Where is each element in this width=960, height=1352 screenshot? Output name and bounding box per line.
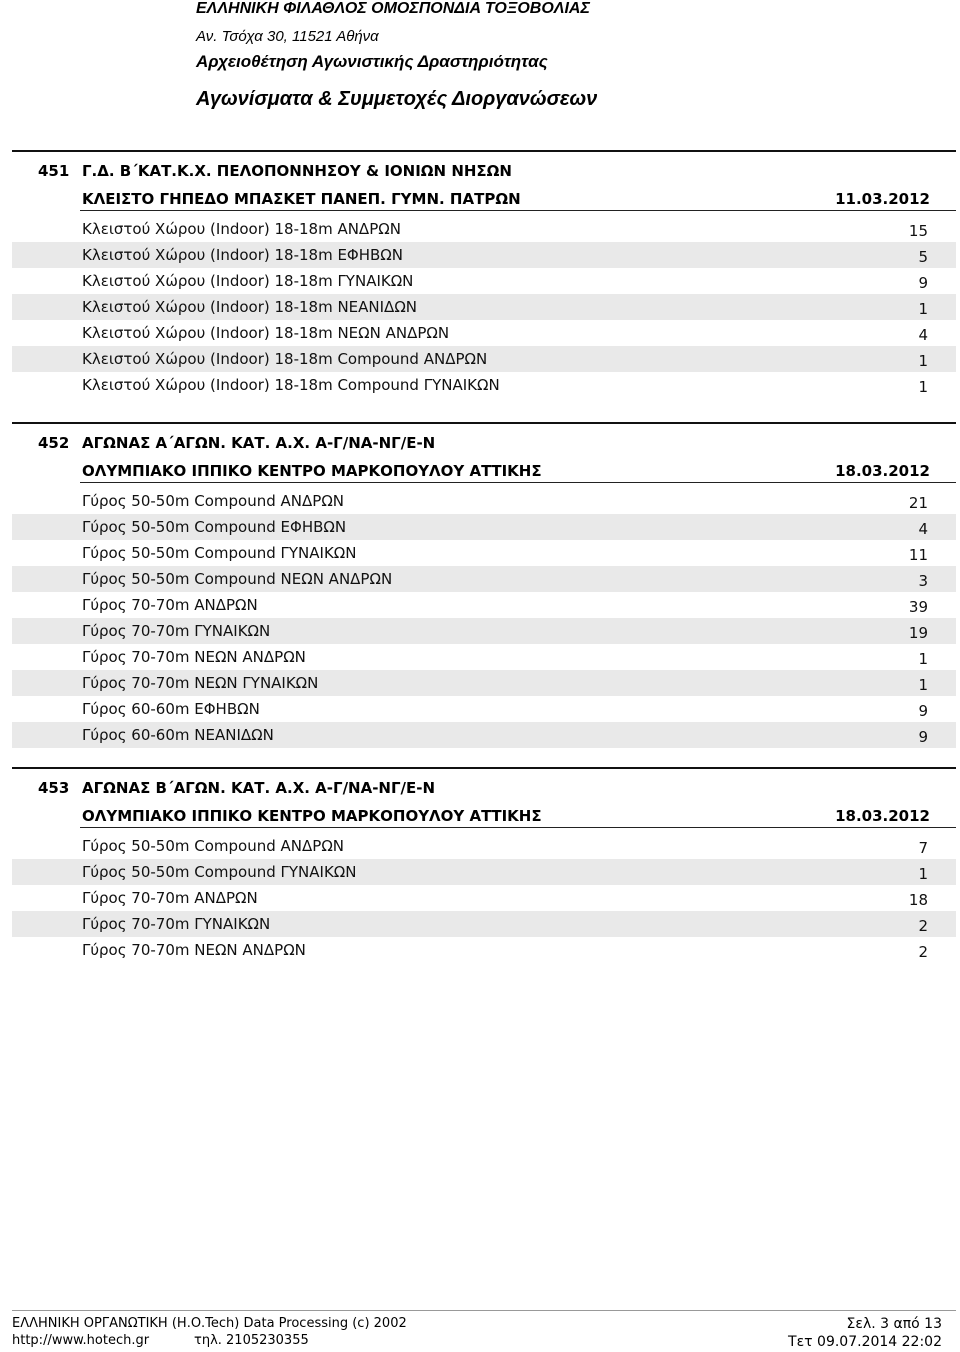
federation-name: ΕΛΛΗΝΙΚΗ ΦΙΛΑΘΛΟΣ ΟΜΟΣΠΟΝΔΙΑ ΤΟΞΟΒΟΛΙΑΣ [196,0,590,17]
participant-count: 18 [908,891,928,909]
event-venue: ΚΛΕΙΣΤΟ ΓΗΠΕΔΟ ΜΠΑΣΚΕΤ ΠΑΝΕΠ. ΓΥΜΝ. ΠΑΤΡΩΝ [82,190,521,208]
discipline-row [12,911,956,937]
event-venue: ΟΛΥΜΠΙΑΚΟ ΙΠΠΙΚΟ ΚΕΝΤΡΟ ΜΑΡΚΟΠΟΥΛΟΥ ΑΤΤΙΚΗΣ [82,462,542,480]
discipline-row [12,268,956,294]
print-timestamp: Τετ 09.07.2014 22:02 [788,1334,942,1350]
discipline-row [12,859,956,885]
discipline-label: Κλειστού Χώρου (Indoor) 18-18m ΝΕΑΝΙΔΩΝ [82,298,418,316]
event-separator [12,150,956,152]
participant-count: 4 [918,326,928,344]
discipline-label: Κλειστού Χώρου (Indoor) 18-18m ΓΥΝΑΙΚΩΝ [82,272,414,290]
participant-count: 11 [908,546,928,564]
participant-count: 1 [918,300,928,318]
archive-subtitle: Αρχειοθέτηση Αγωνιστικής Δραστηριότητας [196,52,548,71]
discipline-label: Γύρος 60-60m ΕΦΗΒΩΝ [82,700,260,718]
discipline-row [12,488,956,514]
discipline-label: Γύρος 50-50m Compound ΑΝΔΡΩΝ [82,492,345,510]
discipline-row [12,833,956,859]
event-separator [12,767,956,769]
event-title: Γ.Δ. Β΄ΚΑΤ.Κ.Χ. ΠΕΛΟΠΟΝΝΗΣΟΥ & ΙΟΝΙΩΝ ΝΗΣΩΝ [82,162,512,180]
event-separator [12,422,956,424]
participant-count: 15 [908,222,928,240]
participant-count: 4 [918,520,928,538]
participant-count: 9 [918,274,928,292]
page-title: Αγωνίσματα & Συμμετοχές Διοργανώσεων [196,88,598,110]
participant-count: 5 [918,248,928,266]
discipline-row [12,540,956,566]
discipline-label: Κλειστού Χώρου (Indoor) 18-18m ΝΕΩΝ ΑΝΔΡΩΝ [82,324,450,342]
event-title: ΑΓΩΝΑΣ Β΄ΑΓΩΝ. ΚΑΤ. Α.Χ. Α-Γ/ΝΑ-ΝΓ/Ε-Ν [82,779,436,797]
discipline-label: Γύρος 70-70m ΝΕΩΝ ΓΥΝΑΙΚΩΝ [82,674,319,692]
participant-count: 9 [918,728,928,746]
participant-count: 39 [908,598,928,616]
participant-count: 1 [918,352,928,370]
discipline-row [12,722,956,748]
discipline-label: Γύρος 50-50m Compound ΓΥΝΑΙΚΩΝ [82,544,357,562]
participant-count: 1 [918,650,928,668]
participant-count: 19 [908,624,928,642]
participant-count: 3 [918,572,928,590]
discipline-label: Γύρος 70-70m ΑΝΔΡΩΝ [82,596,258,614]
discipline-row [12,592,956,618]
discipline-row [12,618,956,644]
discipline-row [12,294,956,320]
footer-phone: τηλ. 2105230355 [194,1333,309,1348]
discipline-row [12,566,956,592]
page-number: Σελ. 3 από 13 [846,1316,942,1332]
discipline-label: Κλειστού Χώρου (Indoor) 18-18m Compound ΓΥΝΑΙΚΩΝ [82,376,500,394]
event-number: 452 [38,434,70,452]
discipline-label: Γύρος 50-50m Compound ΝΕΩΝ ΑΝΔΡΩΝ [82,570,393,588]
discipline-row [12,216,956,242]
event-venue: ΟΛΥΜΠΙΑΚΟ ΙΠΠΙΚΟ ΚΕΝΤΡΟ ΜΑΡΚΟΠΟΥΛΟΥ ΑΤΤΙΚΗΣ [82,807,542,825]
footer-company: ΕΛΛΗΝΙΚΗ ΟΡΓΑΝΩΤΙΚΗ (Η.Ο.Tech) Data Processing (c) 2002 [12,1316,407,1331]
discipline-label: Γύρος 70-70m ΓΥΝΑΙΚΩΝ [82,915,271,933]
event-date: 11.03.2012 [835,190,930,208]
discipline-row [12,696,956,722]
participant-count: 1 [918,378,928,396]
participant-count: 2 [918,917,928,935]
participant-count: 9 [918,702,928,720]
discipline-label: Γύρος 50-50m Compound ΓΥΝΑΙΚΩΝ [82,863,357,881]
discipline-row [12,372,956,398]
discipline-row [12,514,956,540]
event-date: 18.03.2012 [835,807,930,825]
discipline-row [12,670,956,696]
discipline-label: Γύρος 50-50m Compound ΕΦΗΒΩΝ [82,518,347,536]
discipline-row [12,644,956,670]
venue-underline [80,482,956,483]
discipline-label: Γύρος 70-70m ΑΝΔΡΩΝ [82,889,258,907]
federation-address: Αν. Τσόχα 30, 11521 Αθήνα [196,28,379,45]
discipline-label: Κλειστού Χώρου (Indoor) 18-18m ΕΦΗΒΩΝ [82,246,403,264]
discipline-row [12,937,956,963]
discipline-row [12,885,956,911]
discipline-label: Κλειστού Χώρου (Indoor) 18-18m ΑΝΔΡΩΝ [82,220,401,238]
participant-count: 1 [918,865,928,883]
footer-url[interactable]: http://www.hotech.gr [12,1333,150,1348]
discipline-label: Γύρος 50-50m Compound ΑΝΔΡΩΝ [82,837,345,855]
event-number: 451 [38,162,70,180]
venue-underline [80,210,956,211]
participant-count: 21 [908,494,928,512]
venue-underline [80,827,956,828]
event-number: 453 [38,779,70,797]
participant-count: 1 [918,676,928,694]
event-date: 18.03.2012 [835,462,930,480]
discipline-label: Κλειστού Χώρου (Indoor) 18-18m Compound ΑΝΔΡΩΝ [82,350,488,368]
footer-divider [12,1310,956,1311]
participant-count: 7 [918,839,928,857]
discipline-row [12,242,956,268]
discipline-label: Γύρος 70-70m ΓΥΝΑΙΚΩΝ [82,622,271,640]
discipline-row [12,346,956,372]
discipline-label: Γύρος 70-70m ΝΕΩΝ ΑΝΔΡΩΝ [82,648,306,666]
participant-count: 2 [918,943,928,961]
discipline-label: Γύρος 60-60m ΝΕΑΝΙΔΩΝ [82,726,274,744]
event-title: ΑΓΩΝΑΣ Α΄ΑΓΩΝ. ΚΑΤ. Α.Χ. Α-Γ/ΝΑ-ΝΓ/Ε-Ν [82,434,436,452]
discipline-label: Γύρος 70-70m ΝΕΩΝ ΑΝΔΡΩΝ [82,941,306,959]
discipline-row [12,320,956,346]
